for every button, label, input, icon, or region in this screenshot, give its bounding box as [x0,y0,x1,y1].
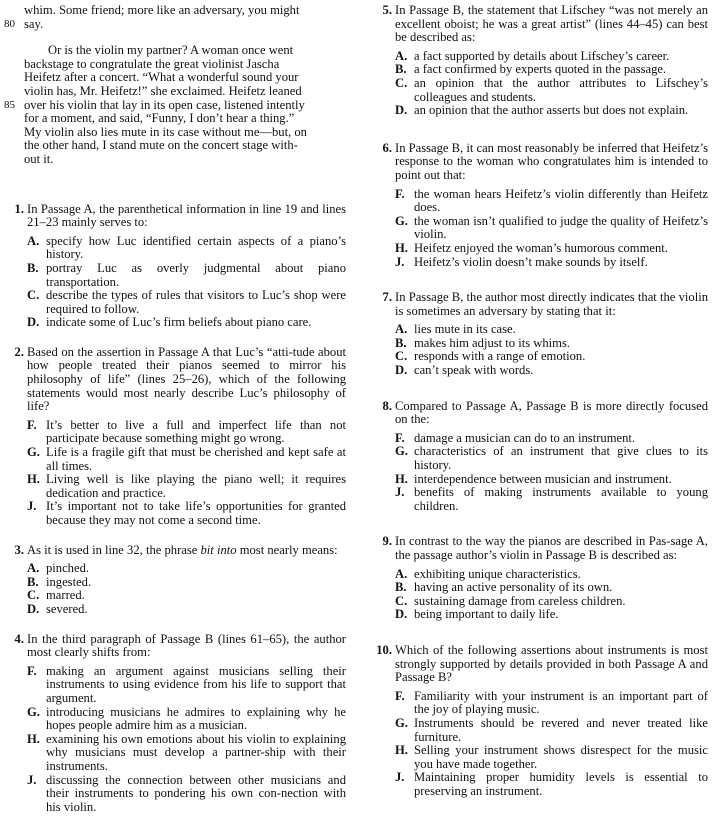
answer-option[interactable]: C. marred. [27,588,85,603]
answer-option[interactable]: B. a fact confirmed by experts quoted in the passage. [395,62,667,77]
answer-option[interactable]: G. characteristics of an instrument that give clues to its history. [395,444,708,473]
option-letter: C. [395,593,408,608]
quoted-phrase: bit into [200,542,237,557]
question-number: 1. [14,201,24,216]
answer-option[interactable]: A. specify how Luc identified certain aspects of a piano’s history. [27,233,346,262]
passage-line: 85 over his violin that lay in its open case, listened intently [4,97,305,112]
answer-option[interactable]: J. Heifetz’s violin doesn’t make sounds by itself. [395,254,648,269]
option-letter: H. [395,471,408,486]
answer-option[interactable]: F. damage a musician can do to an instrument. [395,430,636,445]
answer-option[interactable]: B. makes him adjust to its whims. [395,335,571,350]
answer-option[interactable]: J. discussing the connection between other musicians and their instruments to pondering his own con-nection with his violin. [27,772,346,814]
option-letter: B. [395,580,407,595]
question-5 [372,4,708,118]
question-4 [4,633,346,815]
question-9 [372,535,708,622]
option-letter: J. [395,485,405,500]
question-stem: Based on the assertion in Passage A that Luc’s “atti-tude about how people treated their pianos seemed to mirror his philosophy of life” (lines 25–26), which of the following statements would most nearly describe Luc’s philosophy of life? [27,344,346,414]
question-stem: In Passage B, the statement that Lifschey “was not merely an excellent oboist; he was a great artist” (lines 44–45) can best be described as: [395,3,708,45]
answer-option[interactable]: H. Living well is like playing the piano well; it requires dedication and practice. [27,472,346,500]
answer-option[interactable]: C. describe the types of rules that visitors to Luc’s shop were required to follow. [27,288,346,316]
option-letter: G. [395,444,408,459]
passage-line: backstage to congratulate the great violinist Jascha [24,56,280,71]
answer-option[interactable]: F. making an argument against musicians selling their instruments to using evidence from his life to support that argument. [27,663,346,705]
option-letter: H. [395,240,408,255]
option-letter: A. [27,561,40,576]
answer-option[interactable]: D. being important to daily life. [395,607,559,622]
answer-option[interactable]: F. It’s better to live a full and imperfect life than not participate because something might go wrong. [27,417,346,446]
option-letter: D. [27,601,40,616]
option-letter: C. [27,588,40,603]
option-letter: A. [27,233,40,248]
question-number: 9. [382,534,392,549]
answer-option[interactable]: H. interdependence between musician and instrument. [395,471,672,486]
left-column [4,4,346,814]
question-stem: In the third paragraph of Passage B (lines 61–65), the author most clearly shifts from: [27,631,346,660]
option-letter: H. [27,472,40,487]
answer-option[interactable]: J. Maintaining proper humidity levels is essential to preserving an instrument. [395,770,708,798]
question-3 [4,544,346,617]
passage-text [4,4,346,167]
question-number: 5. [382,3,392,17]
option-letter: G. [27,445,40,460]
question-stem: In contrast to the way the pianos are described in Pas-sage A, the passage author’s violin in Passage B is described as: [395,534,708,562]
passage-line: 80 say. [4,16,44,31]
answer-option[interactable]: G. Instruments should be revered and never treated like furniture. [395,715,708,744]
answer-option[interactable]: H. Heifetz enjoyed the woman’s humorous comment. [395,240,668,255]
option-letter: H. [395,743,408,758]
option-letter: D. [395,363,408,378]
option-letter: F. [395,688,405,703]
option-letter: A. [395,566,408,581]
passage-line: My violin also lies mute in its case without me—but, on [24,124,307,139]
answer-option[interactable]: F. the woman hears Heifetz’s violin differently than Heifetz does. [395,186,708,215]
answer-option[interactable]: B. having an active personality of its own. [395,580,613,595]
question-stem: Compared to Passage A, Passage B is more directly focused on the: [395,398,708,427]
passage-line: violin has, Mr. Heifetz!” she exclaimed. Heifetz leaned [24,83,302,98]
answer-option[interactable]: A. lies mute in its case. [395,322,516,337]
question-8 [372,400,708,514]
option-letter: D. [27,315,40,330]
option-letter: J. [395,770,405,785]
question-number: 4. [14,631,24,646]
answer-option[interactable]: H. Selling your instrument shows disrespect for the music you have made together. [395,743,708,771]
option-letter: G. [395,213,408,228]
answer-option[interactable]: H. examining his own emotions about his violin to explaining why musicians must develop a partner-ship with their instruments. [27,731,346,773]
answer-option[interactable]: G. introducing musicians he admires to explaining why he hopes people admire him as a musician. [27,704,346,733]
answer-option[interactable]: A. pinched. [27,561,90,576]
passage-line: for a moment, and said, “Funny, I don’t hear a thing.” [24,111,295,126]
question-stem: Which of the following assertions about instruments is most strongly supported by details provided in both Passage A and Passage B? [395,642,708,685]
question-number: 8. [382,398,392,413]
answer-option[interactable]: D. indicate some of Luc’s firm beliefs about piano care. [27,315,312,330]
answer-option[interactable]: B. portray Luc as overly judgmental about piano transportation. [27,260,346,289]
question-number: 2. [14,344,24,359]
question-10 [372,644,708,799]
option-letter: F. [27,417,37,432]
passage-line: out it. [24,151,54,166]
option-letter: D. [395,103,408,118]
option-letter: C. [395,75,408,90]
question-1 [4,203,346,330]
answer-option[interactable]: D. can’t speak with words. [395,363,534,378]
option-letter: B. [27,574,39,589]
answer-option[interactable]: C. sustaining damage from careless children. [395,593,626,608]
answer-option[interactable]: A. a fact supported by details about Lifschey’s career. [395,48,670,63]
option-letter: J. [27,772,37,787]
option-letter: A. [395,48,408,63]
option-letter: J. [27,499,37,514]
answer-option[interactable]: B. ingested. [27,574,92,589]
option-letter: A. [395,322,408,337]
question-number: 10. [376,642,392,657]
question-stem: In Passage A, the parenthetical information in line 19 and lines 21–23 mainly serves to: [27,201,346,230]
question-stem: In Passage B, the author most directly indicates that the violin is sometimes an adversary by stating that it: [395,290,708,318]
option-letter: C. [27,288,40,303]
option-letter: F. [27,663,37,678]
question-6 [372,142,708,269]
passage-line: whim. Some friend; more like an adversary, you might [24,3,300,17]
option-letter: H. [27,731,40,746]
question-2 [4,346,346,528]
answer-option[interactable]: D. an opinion that the author asserts but does not explain. [395,103,689,118]
passage-line: the other hand, I stand mute on the concert stage with- [24,138,298,153]
answer-option[interactable]: C. an opinion that the author attributes to Lifschey’s colleagues and students. [395,75,708,104]
option-letter: F. [395,430,405,445]
right-column [372,4,708,799]
option-letter: D. [395,607,408,622]
option-letter: C. [395,349,408,364]
answer-option[interactable]: F. Familiarity with your instrument is an important part of the joy of playing music. [395,688,708,717]
question-number: 7. [382,290,392,305]
option-letter: B. [395,335,407,350]
option-letter: G. [395,715,408,730]
question-7 [372,291,708,378]
answer-option[interactable]: J. benefits of making instruments available to young children. [395,485,708,513]
answer-option[interactable]: J. It’s important not to take life’s opportunities for granted because they may not come a second time. [27,499,346,527]
option-letter: G. [27,704,40,719]
answer-option[interactable]: D. severed. [27,601,88,616]
passage-line: Or is the violin my partner? A woman once went [48,43,294,58]
question-number: 3. [14,542,24,557]
answer-option[interactable]: G. Life is a fragile gift that must be cherished and kept safe at all times. [27,445,346,473]
option-letter: B. [395,62,407,77]
passage-line: Heifetz after a concert. “What a wonderful sound your [24,70,299,85]
option-letter: J. [395,254,405,269]
line-number: 80 [4,17,15,30]
line-number: 85 [4,98,15,111]
question-stem: As it is used in line 32, the phrase bit into most nearly means: [27,542,338,557]
answer-option[interactable]: A. exhibiting unique characteristics. [395,566,581,581]
question-number: 6. [382,140,392,155]
question-stem: In Passage B, it can most reasonably be inferred that Heifetz’s response to the woman who congratulates him is intended to point out that: [395,140,708,182]
answer-option[interactable]: G. the woman isn’t qualified to judge the quality of Heifetz’s violin. [395,213,708,242]
option-letter: B. [27,260,39,275]
answer-option[interactable]: C. responds with a range of emotion. [395,349,586,364]
option-letter: F. [395,186,405,201]
